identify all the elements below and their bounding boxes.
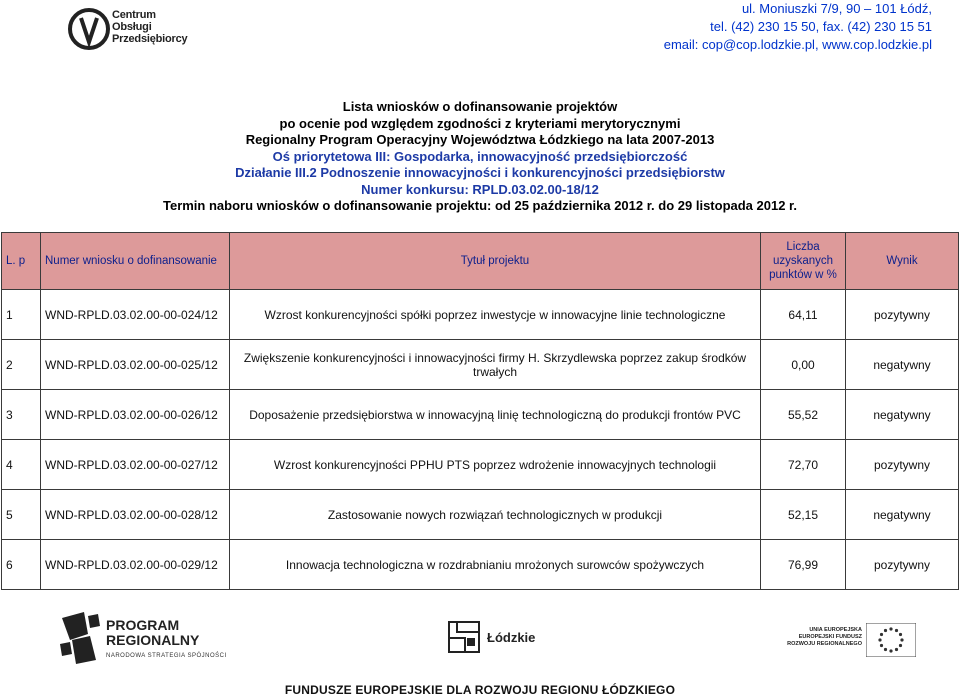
cell-lp: 4 (2, 440, 41, 490)
results-table (1, 232, 959, 590)
eu-line: UNIA EUROPEJSKA (809, 627, 862, 633)
cell-number: WND-RPLD.03.02.00-00-026/12 (41, 390, 230, 440)
eu-flag-icon (866, 623, 916, 657)
cell-title: Innowacja technologiczna w rozdrabnianiu mrożonych surowców spożywczych (230, 540, 761, 590)
phone-line: tel. (42) 230 15 50, fax. (42) 230 15 51 (710, 19, 932, 34)
eu-line: EUROPEJSKI FUNDUSZ (798, 634, 862, 640)
cell-lp: 3 (2, 390, 41, 440)
table-row (2, 440, 959, 490)
cell-result: negatywny (846, 490, 959, 540)
program-line: PROGRAM (106, 617, 180, 633)
measure-name: Działanie III.2 Podnoszenie innowacyjności i konkurencyjności przedsiębiorstw (235, 165, 725, 180)
table-row (2, 340, 959, 390)
competition-number: Numer konkursu: RPLD.03.02.00-18/12 (361, 181, 599, 197)
cell-lp: 1 (2, 290, 41, 340)
cell-score: 52,15 (761, 490, 846, 540)
lodzkie-icon (447, 620, 481, 654)
cell-result: negatywny (846, 340, 959, 390)
cell-number: WND-RPLD.03.02.00-00-027/12 (41, 440, 230, 490)
lodzkie-logo (447, 620, 537, 660)
footer-slogan: FUNDUSZE EUROPEJSKIE DLA ROZWOJU REGIONU ŁÓDZKIEGO (284, 683, 676, 697)
cell-title: Doposażenie przedsiębiorstwa w innowacyjną linię technologiczną do produkcji frontów PVC (230, 390, 761, 440)
cell-number: WND-RPLD.03.02.00-00-025/12 (41, 340, 230, 390)
cell-score: 0,00 (761, 340, 846, 390)
eu-logo (780, 623, 920, 663)
cop-logo-line: Centrum (112, 9, 156, 21)
program-name: Regionalny Program Operacyjny Województwa Łódzkiego na lata 2007-2013 (245, 132, 715, 147)
table-row (2, 290, 959, 340)
cell-lp: 6 (2, 540, 41, 590)
contact-address (664, 0, 932, 54)
program-line: REGIONALNY (106, 632, 200, 648)
cell-score: 64,11 (761, 290, 846, 340)
cell-title: Zastosowanie nowych rozwiązań technologicznych w produkcji (230, 490, 761, 540)
cell-title: Wzrost konkurencyjności spółki poprzez inwestycje w innowacyjne linie technologiczne (230, 290, 761, 340)
application-period: Termin naboru wniosków o dofinansowanie projektu: od 25 października 2012 r. do 29 listopada 2012 r. (162, 198, 798, 213)
column-header-number: Numer wniosku o dofinansowanie (41, 233, 230, 290)
table-row (2, 390, 959, 440)
cell-title: Wzrost konkurencyjności PPHU PTS poprzez wdrożenie innowacyjnych technologii (230, 440, 761, 490)
cell-score: 72,70 (761, 440, 846, 490)
table-row (2, 540, 959, 590)
column-header-result: Wynik (846, 233, 959, 290)
cell-number: WND-RPLD.03.02.00-00-024/12 (41, 290, 230, 340)
program-regionalny-text (106, 618, 199, 648)
strategy-subtitle: NARODOWA STRATEGIA SPÓJNOŚCI (106, 653, 227, 659)
cop-logo (66, 4, 206, 56)
cell-number: WND-RPLD.03.02.00-00-028/12 (41, 490, 230, 540)
column-header-score: Liczba uzyskanych punktów w % (761, 233, 846, 290)
cell-score: 55,52 (761, 390, 846, 440)
column-header-title: Tytuł projektu (230, 233, 761, 290)
priority-axis: Oś priorytetowa III: Gospodarka, innowacyjność przedsiębiorczość (272, 148, 688, 164)
email-line[interactable]: email: cop@cop.lodzkie.pl, www.cop.lodzkie.pl (663, 37, 932, 52)
cell-score: 76,99 (761, 540, 846, 590)
program-regionalny-icon (58, 610, 102, 666)
cell-lp: 5 (2, 490, 41, 540)
document-title-block (0, 99, 960, 215)
cell-result: pozytywny (846, 290, 959, 340)
program-regionalny-logo (58, 608, 248, 668)
address-line: ul. Moniuszki 7/9, 90 – 101 Łódź, (741, 1, 932, 16)
document-subtitle: po ocenie pod względem zgodności z kryteriami merytorycznymi (279, 115, 681, 131)
cell-lp: 2 (2, 340, 41, 390)
cop-logo-line: Przedsiębiorcy (112, 33, 188, 45)
table-header-row (2, 233, 959, 290)
cell-title: Zwiększenie konkurencyjności i innowacyjności firmy H. Skrzydlewska poprzez zakup środków trwałych (230, 340, 761, 390)
column-header-lp: L. p (2, 233, 41, 290)
cell-result: pozytywny (846, 540, 959, 590)
cop-logo-text (112, 9, 187, 45)
table-row (2, 490, 959, 540)
document-title: Lista wniosków o dofinansowanie projektów (342, 99, 618, 114)
eu-line: ROZWOJU REGIONALNEGO (787, 641, 862, 647)
cop-logo-line: Obsługi (112, 21, 152, 33)
cop-logo-icon (68, 4, 110, 54)
cell-result: pozytywny (846, 440, 959, 490)
cell-result: negatywny (846, 390, 959, 440)
lodzkie-name: Łódzkie (487, 630, 536, 645)
cell-number: WND-RPLD.03.02.00-00-029/12 (41, 540, 230, 590)
eu-logo-text (780, 627, 862, 648)
